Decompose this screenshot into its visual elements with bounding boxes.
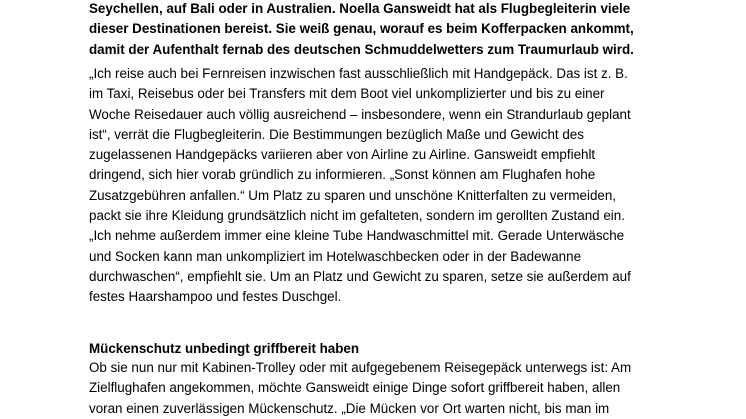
body-line: „Ich reise auch bei Fernreisen inzwischen fast ausschließlich mit Handgepäck. Das ist z. B.	[89, 66, 628, 81]
body-line: zugelassenen Handgepäcks variieren aber von Airline zu Airline. Gansweidt empfiehlt	[89, 147, 596, 163]
body-line: voran einen zuverlässigen Mückenschutz. „Die Mücken vor Ort warten nicht, bis man im	[89, 400, 610, 416]
lead-line: dieser Destinationen bereist. Sie weiß genau, worauf es beim Kofferpacken ankommt,	[89, 21, 634, 37]
body-line: durchwaschen“, empfiehlt sie. Um an Platz und Gewicht zu sparen, setze sie außerdem auf	[89, 268, 631, 284]
body-line: Zusatzgebühren anfallen.“ Um Platz zu sparen und unschöne Knitterfalten zu vermeiden,	[89, 187, 617, 203]
body-line: ist“, verrät die Flugbegleiterin. Die Bestimmungen bezüglich Maße und Gewicht des	[89, 126, 584, 142]
body-paragraph-2	[89, 358, 631, 419]
section-heading: Mückenschutz unbedingt griffbereit haben	[89, 341, 360, 356]
lead-line: Seychellen, auf Bali oder in Australien. Noella Gansweidt hat als Flugbegleiterin viele	[89, 1, 631, 16]
lead-paragraph	[89, 0, 634, 60]
body-line: Zielflughafen angekommen, möchte Gansweidt einige Dinge sofort griffbereit haben, allen	[89, 380, 621, 396]
body-line: im Taxi, Reisebus oder bei Transfers mit dem Boot viel unkomplizierter und bis zu einer	[89, 86, 605, 102]
body-line: und Socken kann man unkompliziert im Hotelwaschbecken oder in der Badewanne	[89, 248, 582, 264]
body-line: Ob sie nun nur mit Kabinen-Trolley oder mit aufgegebenem Reisegepäck unterwegs ist: Am	[89, 360, 632, 375]
body-line: festes Haarshampoo und festes Duschgel.	[89, 289, 342, 305]
body-line: Woche Reisedauer auch völlig ausreichend – insbesondere, wenn ein Strandurlaub geplant	[89, 106, 631, 122]
lead-line: damit der Aufenthalt fernab des deutschen Schmuddelwetters zum Traumurlaub wird.	[89, 41, 634, 57]
body-line: „Ich nehme außerdem immer eine kleine Tube Handwaschmittel mit. Gerade Unterwäsche	[89, 228, 625, 244]
body-line: dringend, sich hier vorab gründlich zu informieren. „Sonst können am Flughafen hohe	[89, 167, 596, 183]
body-paragraph	[89, 64, 631, 308]
body-line: packt sie ihre Kleidung grundsätzlich nicht im gefalteten, sondern im gerollten Zustand ein.	[89, 208, 625, 224]
